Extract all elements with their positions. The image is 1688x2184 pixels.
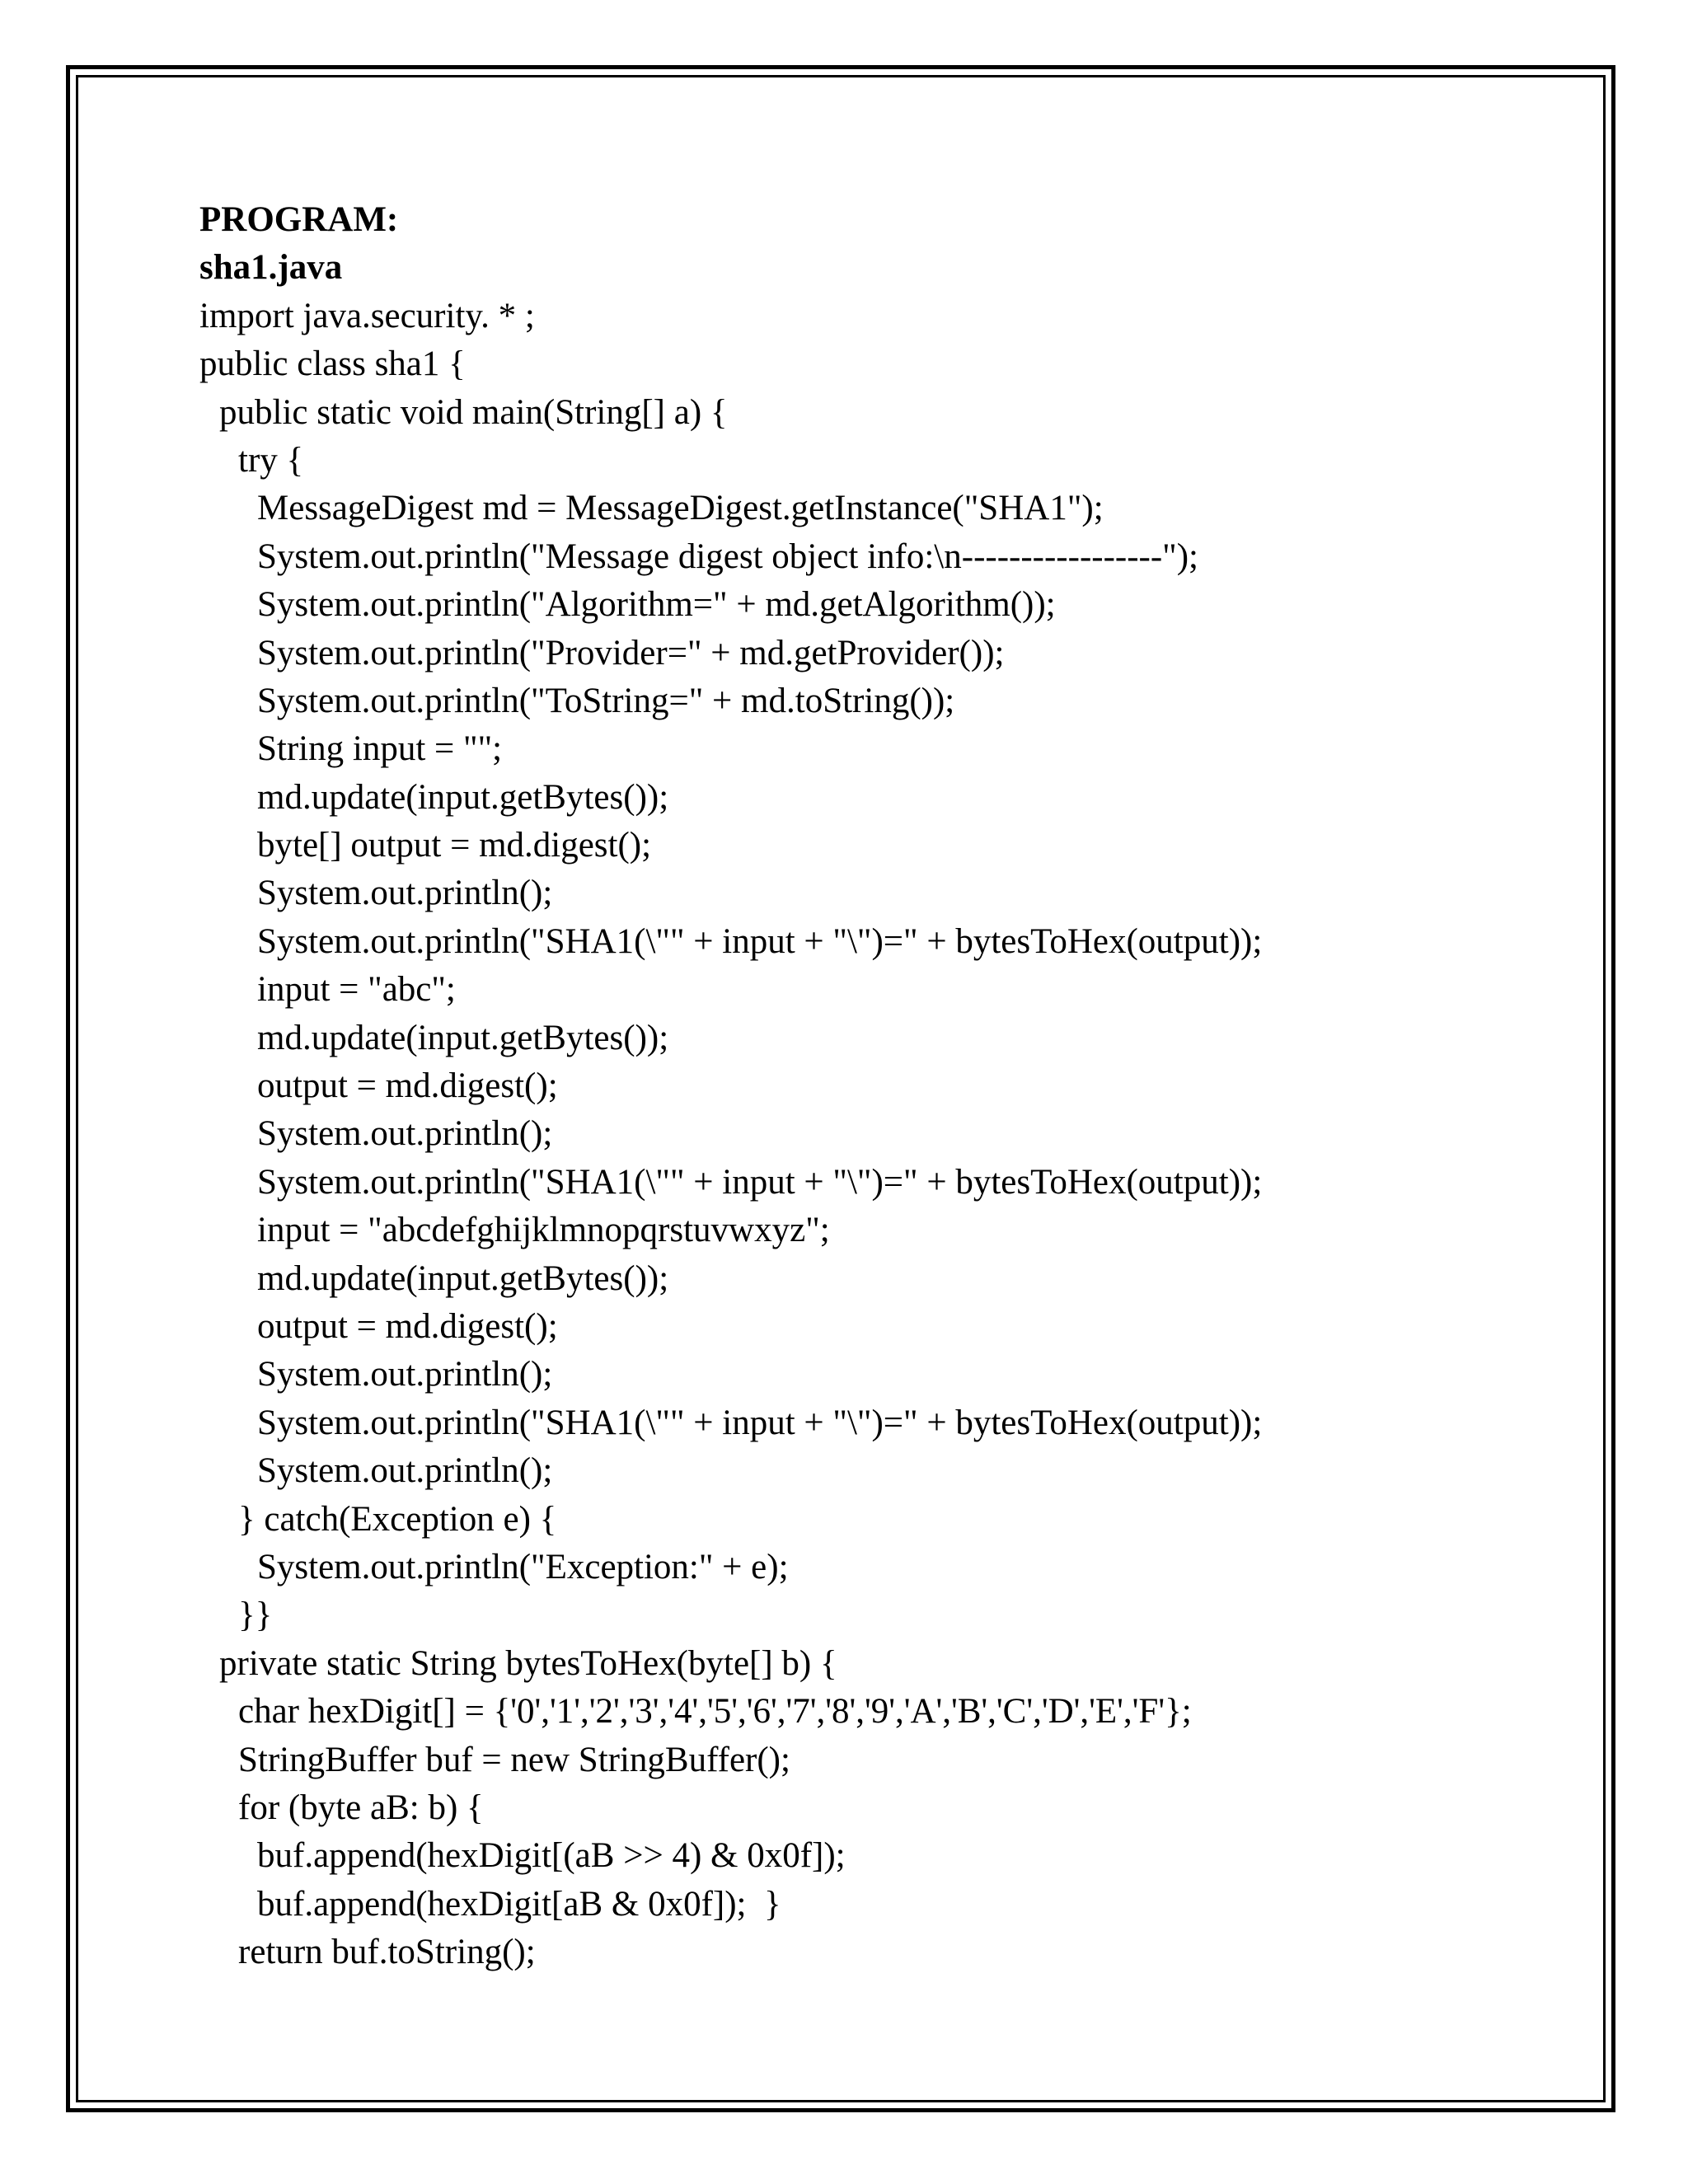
code-line: String input = ""; — [257, 729, 503, 769]
code-line: }} — [238, 1596, 273, 1635]
code-line: StringBuffer buf = new StringBuffer(); — [238, 1740, 790, 1779]
code-line: return buf.toString(); — [238, 1933, 536, 1972]
code-line: System.out.println("Exception:" + e); — [257, 1547, 789, 1586]
code-line: System.out.println(); — [257, 1451, 553, 1491]
program-listing — [199, 196, 1551, 1976]
code-line: input = "abcdefghijklmnopqrstuvwxyz"; — [257, 1211, 830, 1250]
code-line: buf.append(hexDigit[aB & 0x0f]); } — [257, 1884, 781, 1924]
code-line: } catch(Exception e) { — [238, 1499, 557, 1539]
code-line: System.out.println("SHA1(\"" + input + "\")=" + bytesToHex(output)); — [257, 1403, 1263, 1442]
code-line: buf.append(hexDigit[(aB >> 4) & 0x0f]); — [257, 1836, 846, 1876]
code-line: System.out.println(); — [257, 1355, 553, 1394]
code-line: System.out.println("ToString=" + md.toString()); — [257, 681, 955, 720]
code-line: input = "abc"; — [257, 970, 456, 1010]
code-line: output = md.digest(); — [257, 1066, 558, 1106]
code-line: public static void main(String[] a) { — [219, 392, 728, 432]
code-line: import java.security. * ; — [199, 296, 535, 335]
code-line: MessageDigest md = MessageDigest.getInstance("SHA1"); — [257, 489, 1104, 528]
code-line: md.update(input.getBytes()); — [257, 1258, 669, 1298]
code-line: for (byte aB: b) { — [238, 1788, 484, 1827]
code-line: System.out.println("Message digest object info:\n-----------------"); — [257, 537, 1198, 576]
code-line: private static String bytesToHex(byte[] b) { — [219, 1643, 837, 1683]
code-line: System.out.println("Provider=" + md.getProvider()); — [257, 633, 1005, 673]
program-heading: PROGRAM: — [199, 200, 399, 239]
code-line: System.out.println("Algorithm=" + md.getAlgorithm()); — [257, 585, 1056, 625]
code-line: output = md.digest(); — [257, 1306, 558, 1346]
code-line: md.update(input.getBytes()); — [257, 1018, 669, 1057]
code-line: System.out.println("SHA1(\"" + input + "\")=" + bytesToHex(output)); — [257, 1162, 1263, 1202]
program-filename: sha1.java — [199, 248, 343, 288]
code-line: public class sha1 { — [199, 344, 466, 384]
code-line: md.update(input.getBytes()); — [257, 777, 669, 817]
code-line: try { — [238, 440, 304, 480]
code-line: System.out.println(); — [257, 1114, 553, 1154]
code-line: char hexDigit[] = {'0','1','2','3','4','5','6','7','8','9','A','B','C','D','E','F'}; — [238, 1692, 1192, 1732]
code-line: System.out.println("SHA1(\"" + input + "\")=" + bytesToHex(output)); — [257, 921, 1263, 961]
code-block — [199, 293, 1551, 1977]
code-line: System.out.println(); — [257, 874, 553, 913]
code-line: byte[] output = md.digest(); — [257, 826, 652, 865]
